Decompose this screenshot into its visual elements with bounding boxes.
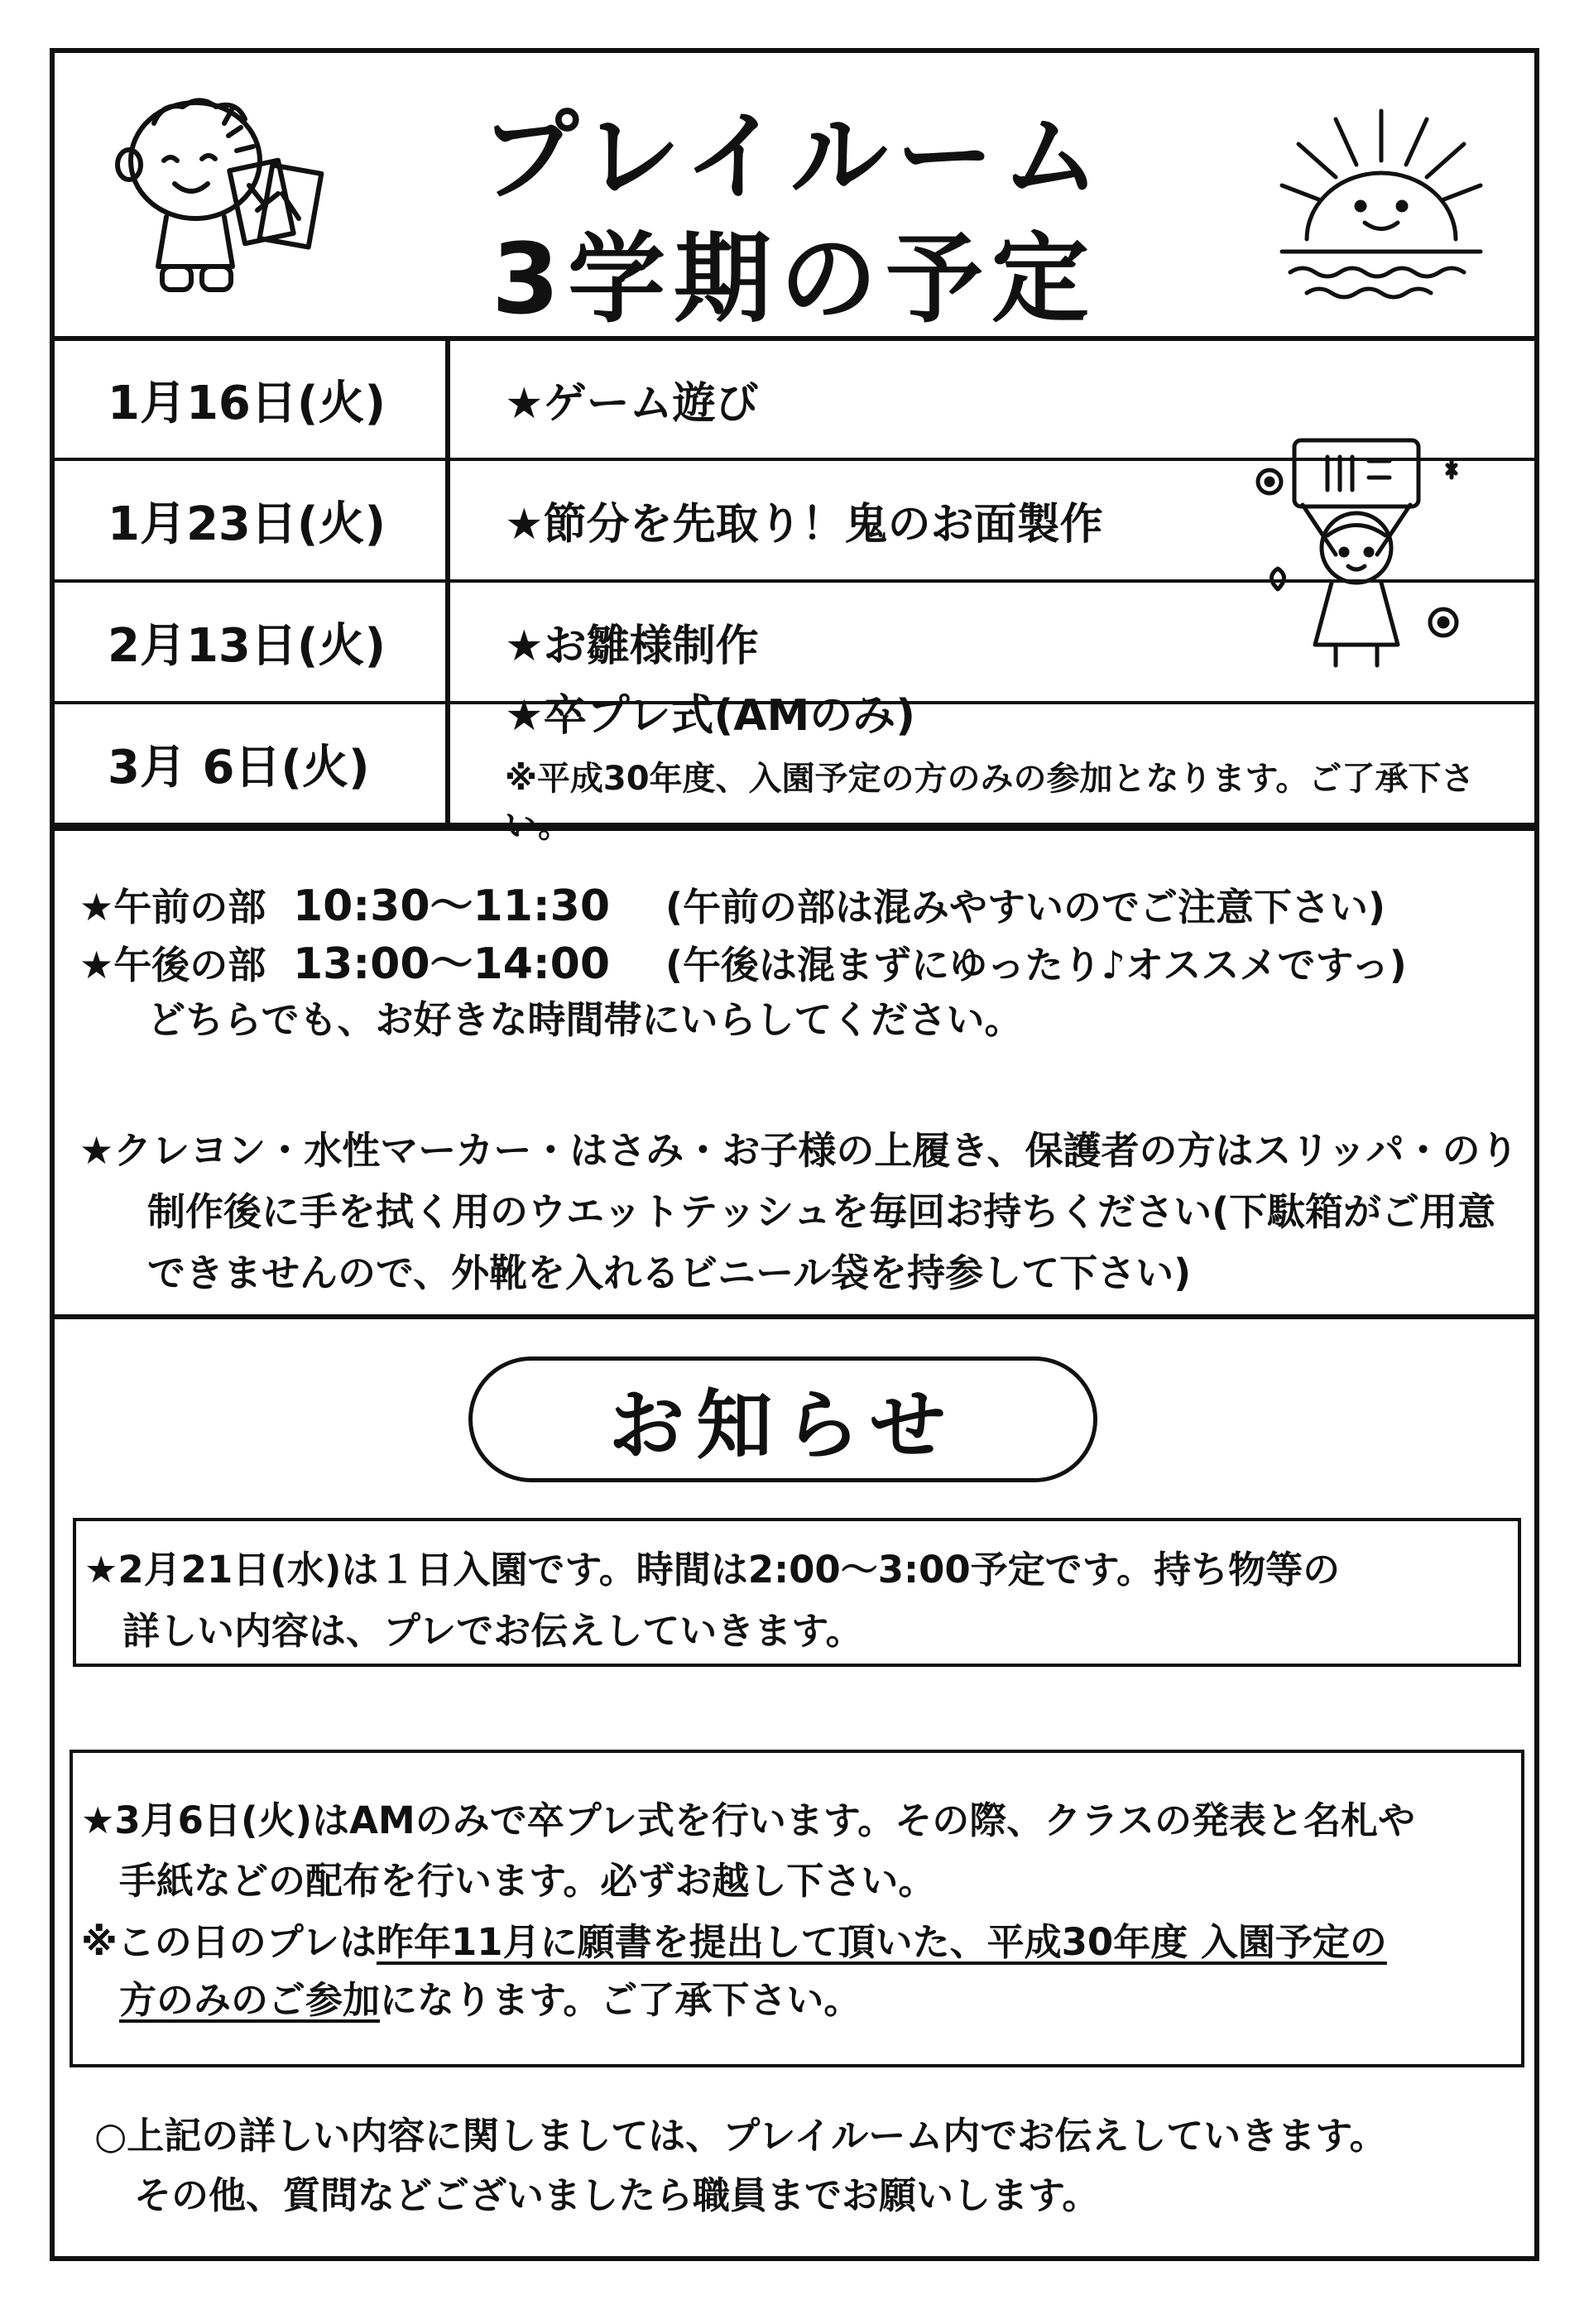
notice-heading: お知らせ	[468, 1356, 1097, 1482]
notice-text: になります。ご了承下さい。	[380, 1978, 862, 2022]
notice-box-line: 詳しい内容は、プレでお伝えしていきます。	[122, 1609, 863, 1653]
title-line-1: プレイルーム	[481, 99, 1108, 214]
afternoon-note: (午後は混まずにゆったり♪オススメですっ)	[665, 943, 1407, 987]
schedule-event-text: ★ゲーム遊び	[505, 379, 759, 429]
items-line-3: できませんので、外靴を入れるビニール袋を持参して下さい)	[147, 1251, 1192, 1295]
afternoon-label: ★午後の部	[79, 943, 266, 987]
schedule-date: 3月 6日(火)	[55, 704, 450, 823]
notice-box-open-day	[73, 1518, 1521, 1667]
schedule-event-text: ★節分を先取り！鬼のお面製作	[505, 500, 1103, 550]
notice-underlined-text: 昨年11月に願書を提出して頂いた、平成30年度 入園予定の	[376, 1920, 1387, 1964]
morning-label: ★午前の部	[79, 885, 266, 929]
schedule-event-text: ★お雛様制作	[505, 622, 759, 671]
schedule-date: 2月13日(火)	[55, 583, 450, 701]
flyer-frame	[50, 48, 1539, 2261]
closing-line-1: ○上記の詳しい内容に関しましては、プレイルーム内でお伝えしていきます。	[94, 2114, 1387, 2158]
notice-box-line	[81, 1912, 1387, 1966]
notice-box-line: ★3月6日(火)はAMのみで卒プレ式を行います。その際、クラスの発表と名札や	[81, 1798, 1415, 1842]
notice-box-line: 手紙などの配布を行います。必ずお越し下さい。	[119, 1859, 936, 1903]
schedule-event	[468, 691, 1534, 845]
girl-holding-sign-illustration	[1245, 432, 1468, 680]
schedule-event-note: ※平成30年度、入園予定の方のみの参加となります。ご了承下さい。	[505, 760, 1475, 845]
morning-time: 10:30～11:30	[293, 881, 611, 931]
either-session-text: どちらでも、お好きな時間帯にいらしてください。	[147, 997, 1023, 1042]
schedule-event-text: ★卒プレ式(AMのみ)	[505, 691, 916, 741]
notice-box-line	[119, 1970, 861, 2024]
schedule-table	[55, 341, 1534, 845]
schedule-date: 1月16日(火)	[55, 341, 450, 458]
closing-line-2: その他、質問などございましたら職員までお願いします。	[134, 2173, 1100, 2217]
afternoon-session	[79, 929, 1407, 991]
notice-box-graduation	[70, 1750, 1524, 2067]
rising-sun-illustration	[1278, 103, 1485, 310]
header	[55, 53, 1534, 341]
items-line-1: ★クレヨン・水性マーカー・はさみ・お子様の上履き、保護者の方はスリッパ・のり	[79, 1128, 1519, 1173]
morning-note: (午前の部は混みやすいのでご注意下さい)	[665, 885, 1386, 929]
notice-text: ※この日のプレは	[81, 1920, 377, 1964]
schedule-row	[55, 691, 1534, 845]
schedule-date: 1月23日(火)	[55, 461, 450, 579]
afternoon-time: 13:00～14:00	[293, 939, 611, 989]
title-line-2: 3学期の予定	[491, 222, 1098, 336]
items-line-2: 制作後に手を拭く用のウエットテッシュを毎回お持ちください(下駄箱がご用意	[147, 1189, 1496, 1234]
notice-underlined-text: 方のみのご参加	[119, 1978, 381, 2022]
morning-session	[79, 871, 1385, 933]
hours-and-items-section	[55, 831, 1534, 1319]
notice-box-line: ★2月21日(水)は１日入園です。時間は2:00～3:00予定です。持ち物等の	[84, 1548, 1341, 1592]
